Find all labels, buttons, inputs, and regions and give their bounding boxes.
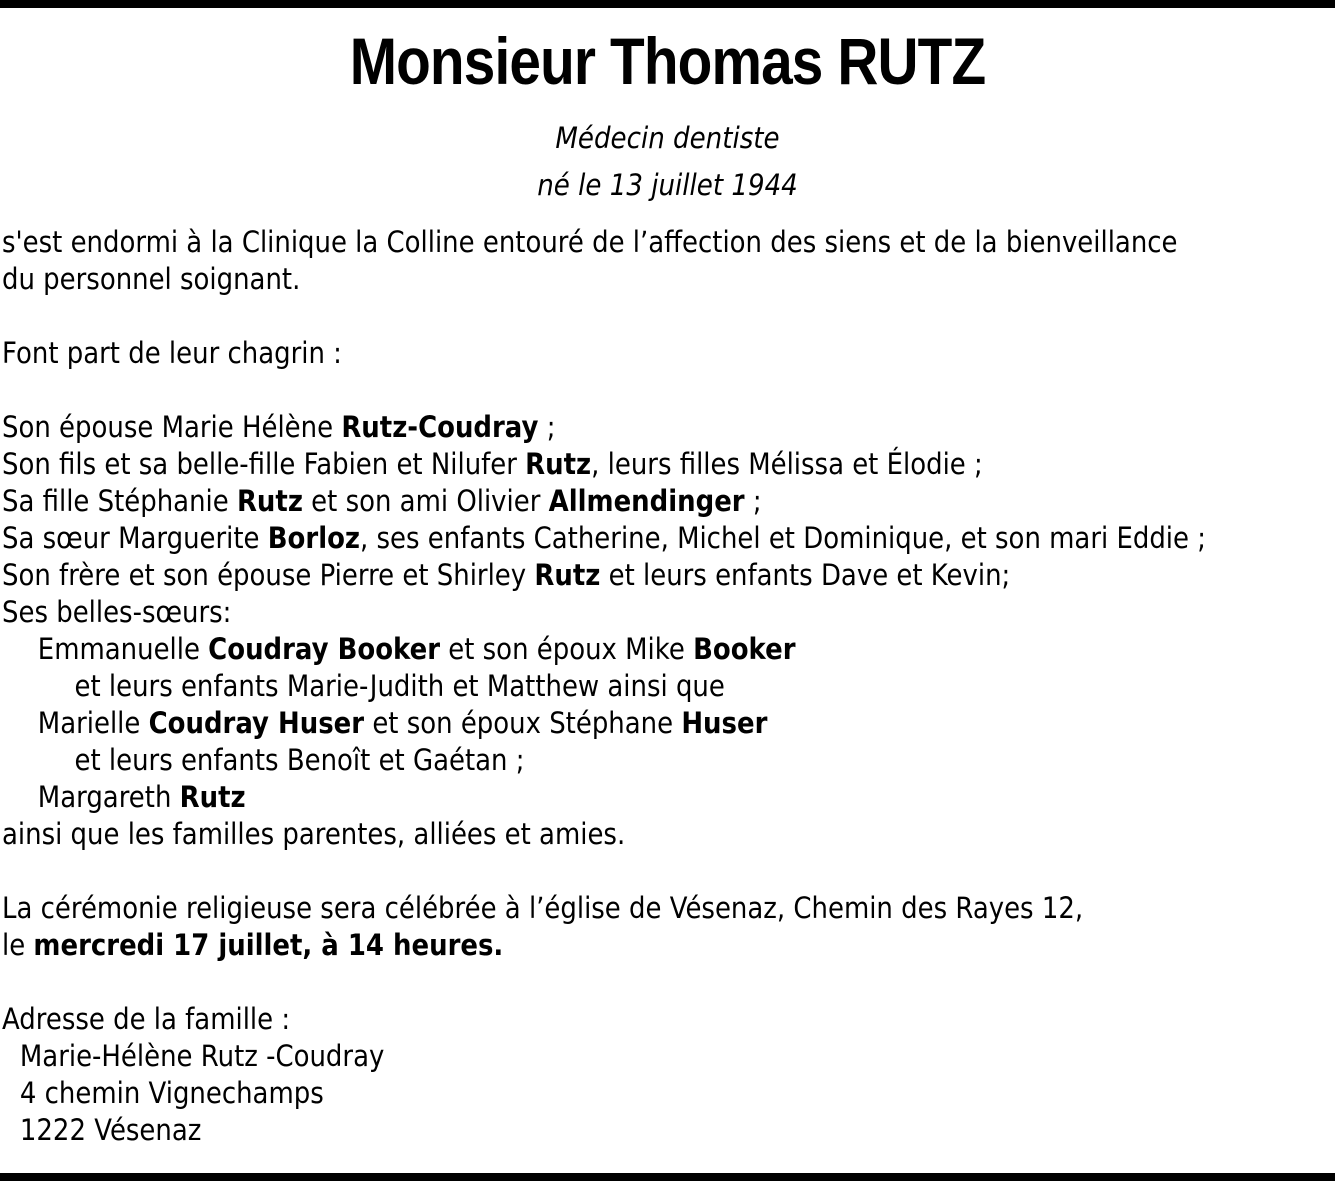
- surname: Rutz: [525, 447, 592, 481]
- family-margareth: [2, 779, 1335, 816]
- birth-date: né le 13 juillet 1944: [537, 168, 798, 202]
- spacer: [2, 298, 1335, 335]
- text: et son ami Olivier: [302, 484, 549, 518]
- surname: Booker: [693, 632, 796, 666]
- family-emmanuelle: [2, 631, 1335, 668]
- text: Son frère et son épouse Pierre et Shirley: [2, 558, 535, 592]
- address-label: Adresse de la famille :: [2, 1002, 291, 1036]
- text: Son fils et sa belle-fille Fabien et Nilufer: [2, 447, 526, 481]
- family-epouse: [2, 409, 1335, 446]
- text: Marielle: [37, 706, 149, 740]
- text: et son époux Mike: [440, 632, 694, 666]
- family-emmanuelle-enfants: et leurs enfants Marie-Judith et Matthew ainsi que: [74, 669, 725, 703]
- text: ;: [538, 410, 556, 444]
- text: et leurs enfants Dave et Kevin;: [600, 558, 1011, 592]
- bottom-rule: [0, 1173, 1335, 1181]
- ceremony-date: mercredi 17 juillet, à 14 heures.: [33, 928, 504, 962]
- family-marielle-enfants: et leurs enfants Benoît et Gaétan ;: [74, 743, 525, 777]
- announcement-body: [2, 224, 1335, 1149]
- family-frere: [2, 557, 1335, 594]
- top-rule: [0, 0, 1335, 8]
- family-familles: ainsi que les familles parentes, alliées et amies.: [2, 817, 626, 851]
- family-marielle: [2, 705, 1335, 742]
- text: le: [2, 928, 34, 962]
- deceased-name-title: Monsieur Thomas RUTZ: [349, 24, 986, 98]
- ceremony-line-2: [2, 927, 1335, 964]
- surname: Coudray Booker: [208, 632, 441, 666]
- address-name: Marie-Hélène Rutz -Coudray: [19, 1039, 385, 1073]
- family-belles-soeurs: Ses belles-sœurs:: [2, 595, 232, 629]
- family-soeur: [2, 520, 1335, 557]
- text: et son époux Stéphane: [364, 706, 682, 740]
- spacer: [2, 964, 1335, 1001]
- text: ;: [744, 484, 762, 518]
- address-street: 4 chemin Vignechamps: [19, 1076, 324, 1110]
- text: Sa fille Stéphanie: [2, 484, 237, 518]
- text: Sa sœur Marguerite: [2, 521, 268, 555]
- text: Margareth: [37, 780, 180, 814]
- family-fils: [2, 446, 1335, 483]
- surname: Coudray Huser: [148, 706, 365, 740]
- surname: Borloz: [267, 521, 361, 555]
- text: Son épouse Marie Hélène: [2, 410, 342, 444]
- text: , leurs filles Mélissa et Élodie ;: [591, 447, 983, 481]
- surname: Rutz: [534, 558, 601, 592]
- font-part-line: Font part de leur chagrin :: [2, 336, 342, 370]
- surname: Rutz: [236, 484, 303, 518]
- surname: Rutz-Coudray: [341, 410, 539, 444]
- address-city: 1222 Vésenaz: [19, 1113, 202, 1147]
- spacer: [2, 853, 1335, 890]
- surname: Huser: [681, 706, 768, 740]
- ceremony-line-1: La cérémonie religieuse sera célébrée à l’église de Vésenaz, Chemin des Rayes 12,: [2, 891, 1084, 925]
- family-fille: [2, 483, 1335, 520]
- intro-line-2: du personnel soignant.: [2, 262, 301, 296]
- text: Emmanuelle: [37, 632, 209, 666]
- spacer: [2, 372, 1335, 409]
- intro-line-1: s'est endormi à la Clinique la Colline entouré de l’affection des siens et de la bienveillance: [2, 225, 1178, 259]
- surname: Allmendinger: [548, 484, 745, 518]
- surname: Rutz: [179, 780, 246, 814]
- profession: Médecin dentiste: [555, 121, 780, 155]
- text: , ses enfants Catherine, Michel et Dominique, et son mari Eddie ;: [360, 521, 1206, 555]
